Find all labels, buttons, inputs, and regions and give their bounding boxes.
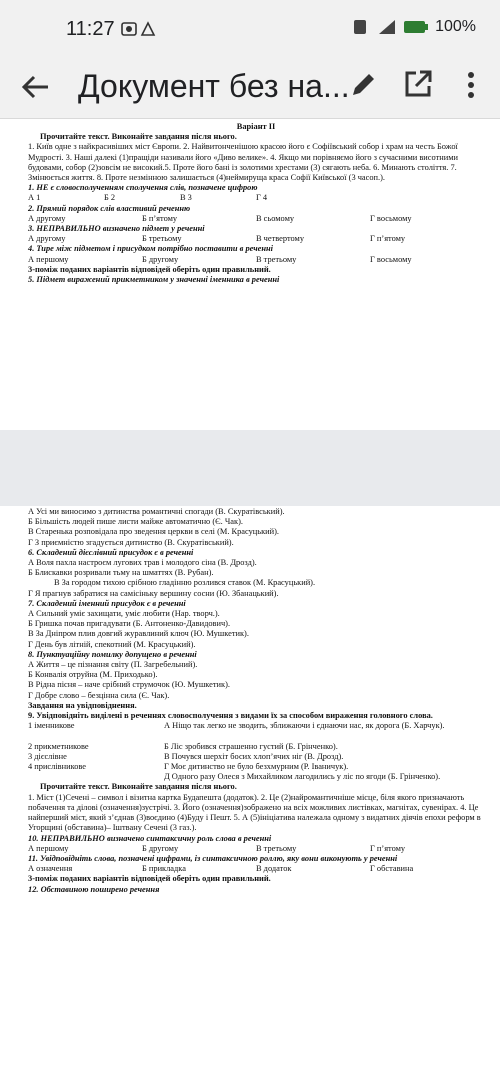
open-external-icon[interactable] <box>402 68 434 100</box>
option-line: Б Гришка почав пригадувати (Б. Антоненко-Давидович). <box>28 619 231 629</box>
option-line: В За городом тихою срібною гладінню розлився ставок (М. Красуцький). <box>54 578 316 588</box>
question-12: 12. Обставиною поширено речення <box>28 884 160 894</box>
option-line: Б Більшість людей пише листи майже автоматично (Є. Чак). <box>28 517 243 527</box>
text-passage: 1. Київ одне з найкрасивіших міст Європи. 2. Найвитонченішою красою його є Софіївський собор і храм на честь Божої Мудрості. 3. Наші далекі (1)пращіди називали його «Диво велике». 4. Якщо ми порівняємо його з сучасними висотними будовами, собор (2)зовсім не високий.5. Проте його бані із золотими хрестами (3) сягають неба. 6. Минають століття. 7. Змінюється життя. 8. Проте незмінною залишається (4)неймируща краса Софії Київської (3 часоп.). <box>28 142 458 183</box>
question-2: 2. Прямий порядок слів властивий реченню <box>28 203 191 213</box>
matching-table: 1 іменникове А Ніщо так легко не зводить, зближаючи і єднаючи нас, як дорога (Б. Харчук). 2 прикметникове Б Ліс зробився страшенно густий (Б. Грінченко). 3 дієслівне В Почувся шерхіт босих хлоп’ячих ніг (В. Дрозд). 4 прислівникове Г Моє дитинство не було безхмурним (Р. Іваничук). Д Одного разу Олеся з Михайликом лагодились у ліс по ягоди (Б. Грінченко). <box>28 721 445 782</box>
question-11: 11. Увідповідніть слова, позначені цифрами, із синтаксичною роллю, яку вони виконують у реченні <box>28 853 398 863</box>
battery-level: 100% <box>435 18 476 35</box>
option-line: В Старенька розповідала про зведення церкви в селі (М. Красуцький). <box>28 527 280 537</box>
choose-instruction: 3-поміж поданих варіантів відповідей оберіть один правильний. <box>28 264 271 274</box>
options-3: А другому Б третьому В четвертому Г п’ятому <box>28 234 406 244</box>
question-7: 7. Складений іменний присудок є в реченні <box>28 598 186 608</box>
option-line: А Воля пахла настроєм лугових трав і молодого сіна (В. Дрозд). <box>28 558 257 568</box>
question-4: 4. Тире між підметом і присудком потрібно поставити в реченні <box>28 244 274 254</box>
option-line: Г День був літній, спекотний (М. Красуцький). <box>28 639 196 649</box>
question-10: 10. НЕПРАВИЛЬНО визначено синтаксичну роль слова в реченні <box>28 833 272 843</box>
option-line: А Сильний уміє захищати, уміє любити (Нар. творч.). <box>28 609 220 619</box>
question-9: 9. Увідповідніть виділені в реченнях словосполучення з видами їх за способом вираження головного слова. <box>28 711 433 721</box>
notification-icons <box>120 20 160 38</box>
signal-icon <box>377 19 397 35</box>
question-1: 1. НЕ є словосполученням сполучення слів, позначене цифрою <box>28 183 258 193</box>
option-line: А Життя – це пізнання світу (П. Загребельний). <box>28 660 198 670</box>
options-10: А першому Б другому В третьому Г п’ятому <box>28 843 406 853</box>
option-line: А Усі ми виносимо з дитинства романтичні спогади (В. Скуратівський). <box>28 507 285 516</box>
options-1: А 1 Б 2 В 3 Г 4 <box>28 193 268 203</box>
choose-instruction-2: 3-поміж поданих варіантів відповідей оберіть один правильний. <box>28 874 271 884</box>
question-5: 5. Підмет виражений прикметником у значенні іменника в реченні <box>28 275 280 285</box>
option-line: Г З приємністю згадується дитинство (В. Скуратівський). <box>28 537 234 547</box>
options-2: А другому Б п’ятому В сьомому Г восьмому <box>28 213 412 223</box>
variant-heading: Варіант ІІ <box>236 122 276 131</box>
option-line: Г Добре слово – безцінна сила (Є. Чак). <box>28 690 170 700</box>
option-line: В Рідна пісня – наче срібний струмочок (Ю. Мушкетик). <box>28 680 230 690</box>
instruction: Прочитайте текст. Виконайте завдання після нього. <box>40 132 237 142</box>
page-gap <box>0 430 500 506</box>
question-8: 8. Пунктуаційну помилку допущено в реченні <box>28 649 197 659</box>
edit-pencil-icon[interactable] <box>348 70 378 100</box>
options-4: А першому Б другому В третьому Г восьмому <box>28 254 412 264</box>
question-6: 6. Складений дієслівний присудок є в реченні <box>28 547 194 557</box>
document-page-2 <box>28 507 484 1083</box>
instruction-2: Прочитайте текст. Виконайте завдання після нього. <box>40 782 237 792</box>
text-passage-2: 1. Міст (1)Сечені – символ і візитна картка Будапешта (додаток). 2. Це (2)найромантичніше місце, біля якого призначають побачення та ділові (означення)зустрічі. 3. Його (означення)зображено на всіх можливих листівках, магнітах, сувенірах. 4. Це найперший міст, який з’єднав (3)воєдино (4)Буду і Пешт. 5. А (5)ініціатива належала одному з видатних діячів епохи реформ в Угорщині (обставина)– Іштвану Сечені (3 газ.). <box>28 792 481 833</box>
clock: 11:27 <box>66 18 115 40</box>
status-bar <box>0 0 500 56</box>
option-line: Б Блискавки розривали тьму на шматтях (В. Рубан). <box>28 568 214 578</box>
battery-icon <box>403 19 429 35</box>
document-title: Документ без на... <box>78 68 350 104</box>
option-line: Б Конвалія отруйна (М. Приходько). <box>28 670 158 680</box>
app-bar <box>0 56 500 119</box>
more-options-icon[interactable] <box>464 70 478 100</box>
question-3: 3. НЕПРАВИЛЬНО визначено підмет у реченні <box>28 224 205 234</box>
option-line: Г Я прагнув забратися на самісіньку вершину сосни (Ю. Збанацький). <box>28 588 279 598</box>
sim-icon <box>351 19 371 35</box>
document-page-1 <box>28 122 484 422</box>
matching-heading: Завдання на увідповіднення. <box>28 700 137 710</box>
back-arrow-icon[interactable] <box>20 71 52 103</box>
option-line: В За Дніпром плив довгий журавлиний ключ (Ю. Мушкетик). <box>28 629 249 639</box>
options-11: А означення Б прикладка В додаток Г обставина <box>28 864 414 874</box>
